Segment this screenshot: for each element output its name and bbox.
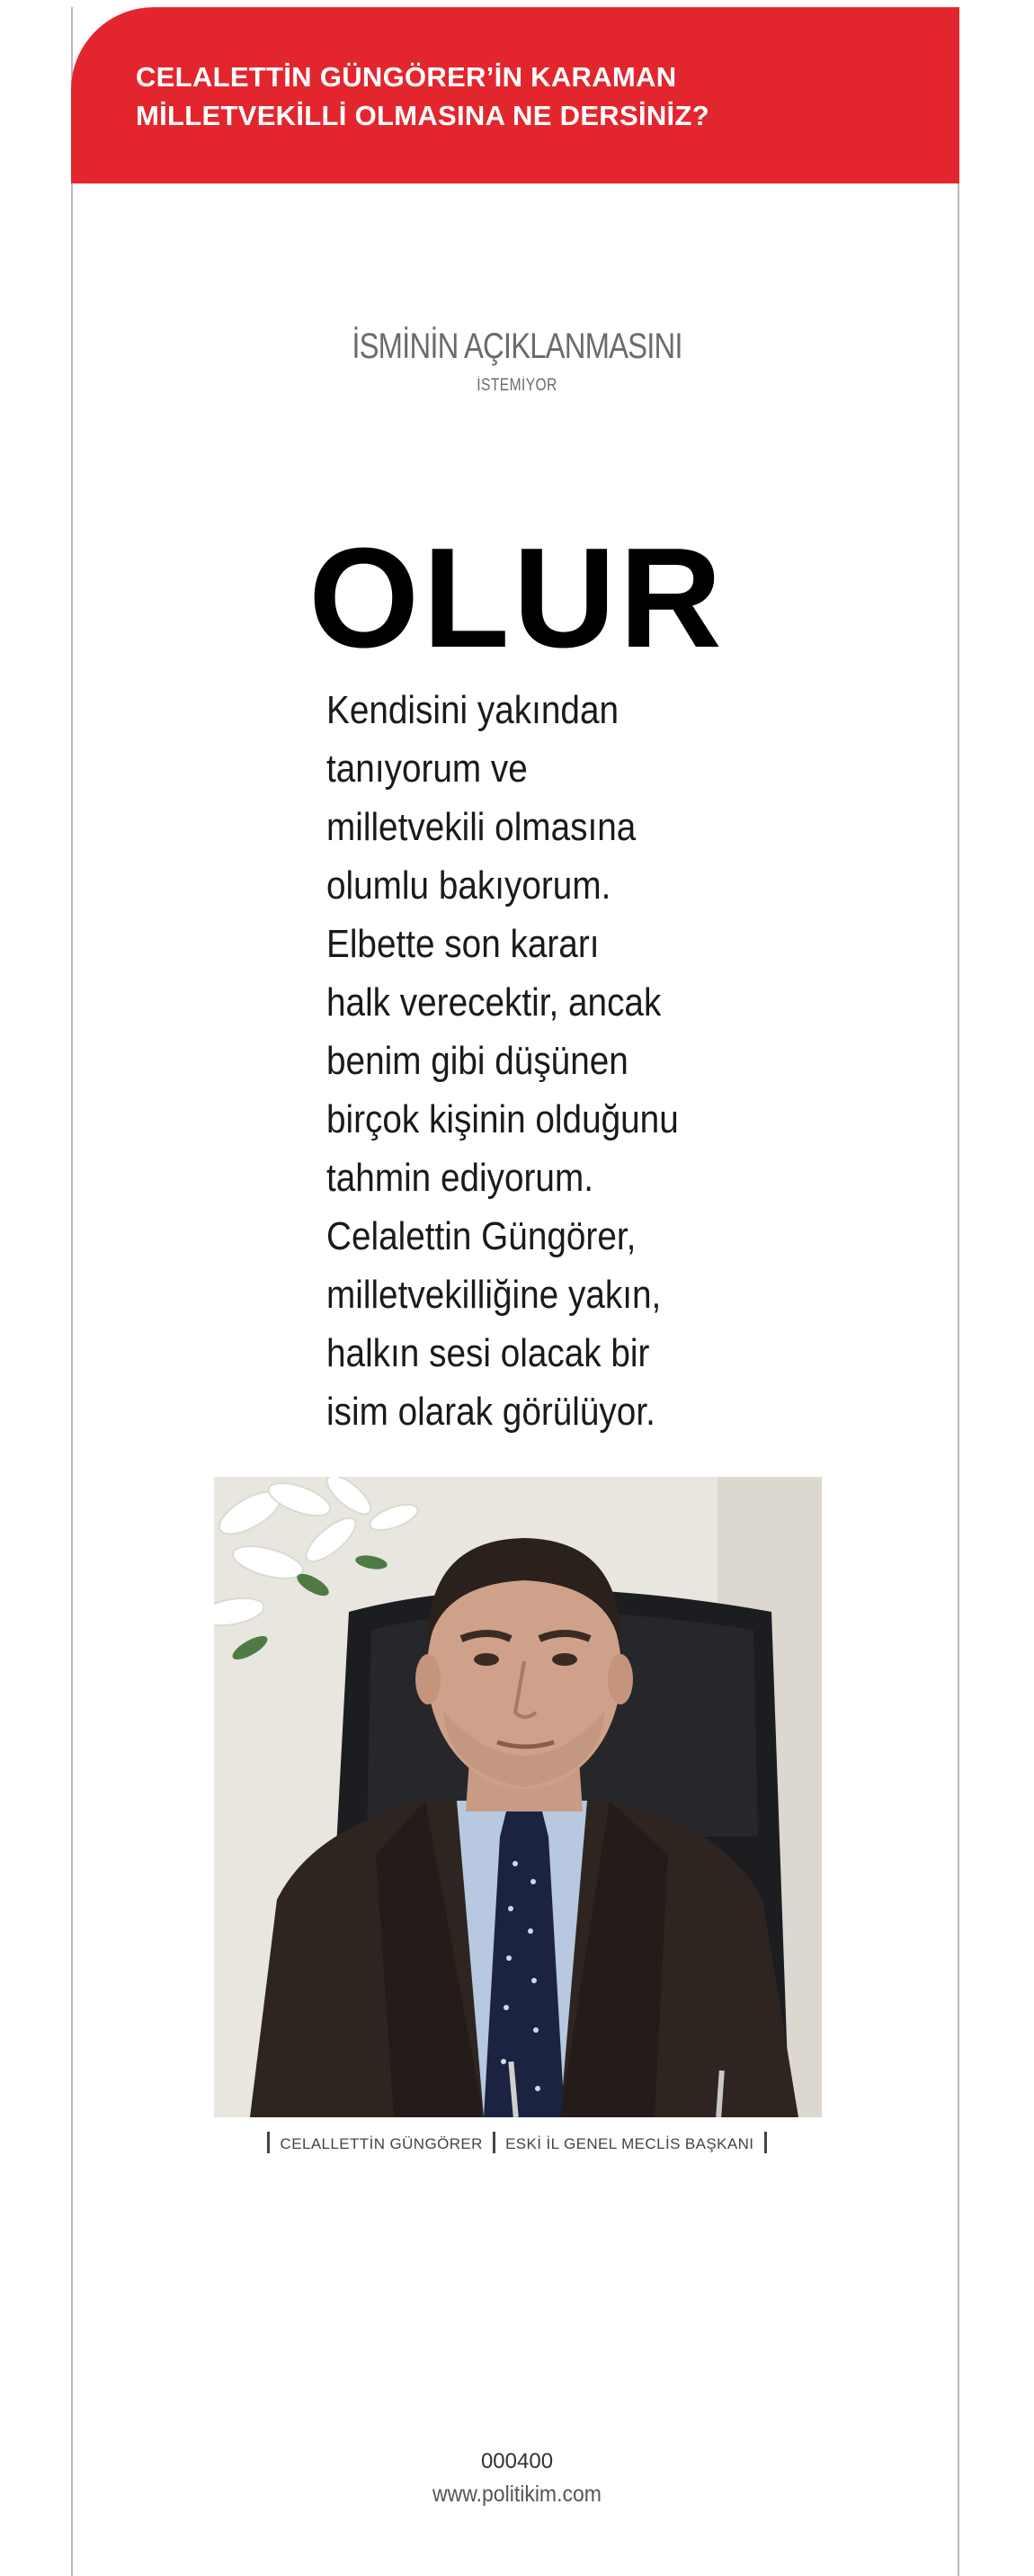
quote-line: tanıyorum ve <box>326 747 528 791</box>
answer-verdict: OLUR <box>308 519 726 677</box>
caption-divider <box>267 2132 270 2153</box>
quote-line: isim olarak görülüyor. <box>326 1390 655 1434</box>
footer-url: www.politikim.com <box>432 2482 602 2507</box>
portrait-illustration <box>214 1477 822 2117</box>
answer-quote <box>326 681 706 1441</box>
question-header <box>71 7 959 183</box>
quote-line: olumlu bakıyorum. <box>326 863 611 908</box>
quote-line: Elbette son kararı <box>326 922 600 966</box>
caption-role: ESKİ İL GENEL MECLİS BAŞKANI <box>505 2135 754 2152</box>
quote-line: halk verecektir, ancak <box>326 980 662 1024</box>
caption-divider <box>493 2132 495 2153</box>
quote-line: halkın sesi olacak bir <box>326 1331 650 1375</box>
quote-line: Celalettin Güngörer, <box>326 1214 637 1258</box>
quote-line: milletvekili olmasına <box>326 805 637 849</box>
footer-id: 000400 <box>480 2449 554 2473</box>
quote-line: milletvekilliğine yakın, <box>326 1273 662 1317</box>
respondent-name: İSMİNİN AÇIKLANMASINI <box>352 326 682 366</box>
caption-name: CELALLETTİN GÜNGÖRER <box>280 2135 483 2152</box>
portrait-photo <box>214 1477 822 2117</box>
respondent-note: İSTEMİYOR <box>477 376 557 395</box>
quote-line: tahmin ediyorum. <box>326 1156 593 1200</box>
quote-line: birçok kişinin olduğunu <box>326 1097 679 1141</box>
caption-divider <box>764 2132 767 2153</box>
question-title: CELALETTİN GÜNGÖRER’İN KARAMAN MİLLETVEKİLLİ OLMASINA NE DERSİNİZ? <box>136 61 709 131</box>
photo-caption <box>0 2132 1034 2156</box>
quote-line: Kendisini yakından <box>326 688 620 732</box>
quote-line: benim gibi düşünen <box>326 1039 628 1083</box>
